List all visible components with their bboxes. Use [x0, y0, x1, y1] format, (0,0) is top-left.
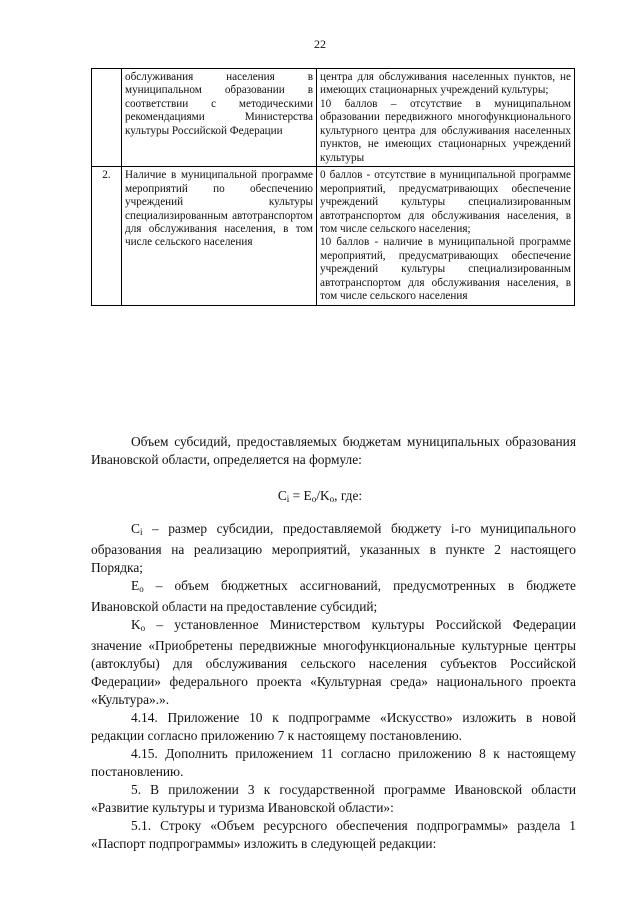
criterion-cell: Наличие в муниципальной программе мероприятий по обеспечению учреждений культуры специализированным автотранспортом для обслуживания населения, в том числе сельского населения — [122, 167, 317, 306]
score-text: центра для обслуживания населенных пунктов, не имеющих стационарных учреждений культуры; — [320, 71, 571, 97]
row-number: 2. — [92, 167, 122, 306]
paragraph-5: 5. В приложении 3 к государственной программе Ивановской области «Развитие культуры и туризма Ивановской области»: — [91, 782, 576, 815]
criteria-table — [91, 68, 575, 306]
score-cell — [317, 167, 575, 306]
paragraph-4-14: 4.14. Приложение 10 к подпрограмме «Искусство» изложить в новой редакции согласно приложению 7 к настоящему постановлению. — [91, 710, 576, 743]
definition-eo: $E_o$ – объем бюджетных ассигнований, предусмотренных в бюджете Ивановской области на предоставление субсидий; — [91, 578, 576, 614]
paragraph-4-15: 4.15. Дополнить приложением 11 согласно приложению 8 к настоящему постановлению. — [91, 746, 576, 779]
intro-paragraph: Объем субсидий, предоставляемых бюджетам муниципальных образования Ивановской области, определяется на формуле: — [91, 434, 576, 467]
row-number — [92, 69, 122, 167]
table-row — [92, 167, 575, 306]
formula: $C_i = E_o/K_o$, где: — [277, 488, 363, 504]
score-text: 10 баллов - наличие в муниципальной программе мероприятий, предусматривающих обеспечение учреждений культуры специализированным автотранспортом для обслуживания населения, в том числе сельского населения — [320, 236, 571, 303]
score-text: 0 баллов - отсутствие в муниципальной программе мероприятий, предусматривающих обеспечение учреждений культуры специализированным автотранспортом для обслуживания населения, в том числе сельского населения; — [320, 169, 571, 235]
definition-ko: $K_o$ – установленное Министерством культуры Российской Федерации значение «Приобретены передвижные многофункциональные культурные центры (автоклубы) для обслуживания сельского населения субъектов Российской Федерации» федерального проекта «Культурная среда» национального проекта «Культура».». — [91, 617, 576, 707]
criterion-cell: обслуживания населения в муниципальном образовании в соответствии с методическими рекомендациями Министерства культуры Российской Федерации — [122, 69, 317, 167]
score-cell — [317, 69, 575, 167]
paragraph-5-1: 5.1. Строку «Объем ресурсного обеспечения подпрограммы» раздела 1 «Паспорт подпрограммы» изложить в следующей редакции: — [91, 818, 576, 851]
table-row — [92, 69, 575, 167]
page-number: 22 — [314, 37, 326, 51]
definition-ci: $C_i$ – размер субсидии, предоставляемой бюджету i-го муниципального образования на реализацию мероприятий, указанных в пункте 2 настоящего Порядка; — [91, 521, 576, 575]
definitions — [91, 520, 576, 853]
score-text: 10 баллов – отсутствие в муниципальном образовании передвижного многофункционального культурного центра для обслуживания населенных пунктов, не имеющих стационарных учреждений культуры — [320, 97, 571, 164]
